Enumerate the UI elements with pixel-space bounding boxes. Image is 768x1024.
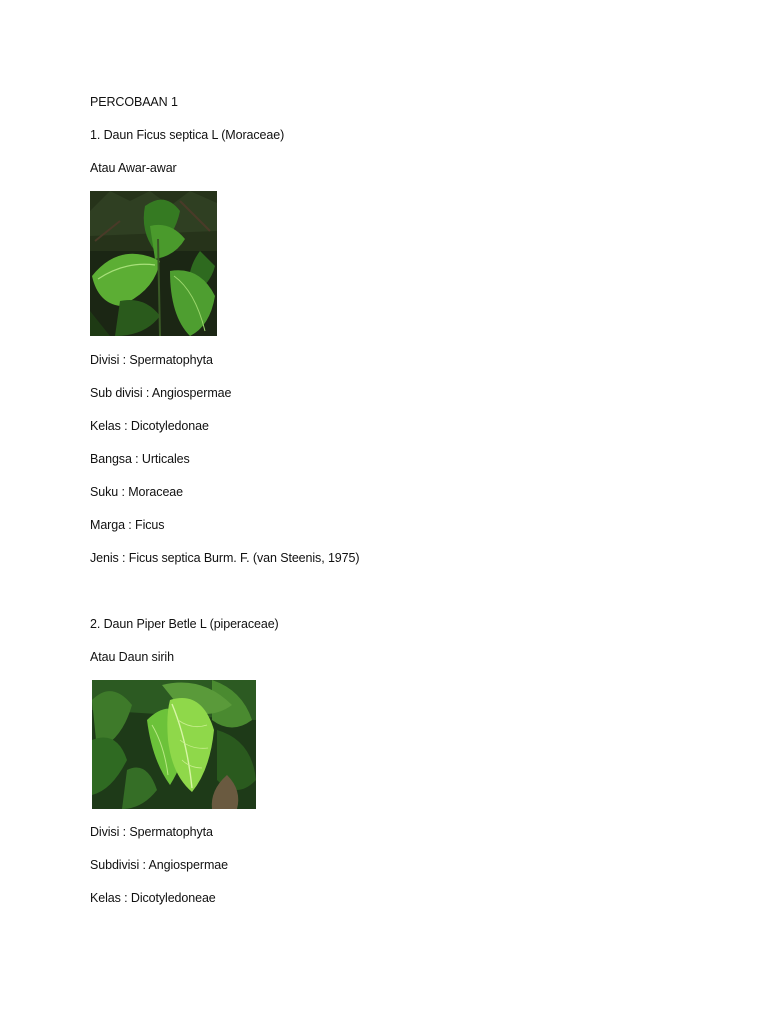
section-2-alias: Atau Daun sirih <box>90 650 174 664</box>
section-2-title: 2. Daun Piper Betle L (piperaceae) <box>90 617 279 631</box>
ficus-septica-photo <box>90 191 217 336</box>
section-1-taxonomy-bangsa: Bangsa : Urticales <box>90 452 190 466</box>
section-1-title: 1. Daun Ficus septica L (Moraceae) <box>90 128 285 142</box>
section-1-taxonomy-marga: Marga : Ficus <box>90 518 165 532</box>
page-heading: PERCOBAAN 1 <box>90 95 178 109</box>
section-1-alias: Atau Awar-awar <box>90 161 177 175</box>
section-1-taxonomy-subdivisi: Sub divisi : Angiospermae <box>90 386 232 400</box>
section-1-taxonomy-divisi: Divisi : Spermatophyta <box>90 353 213 367</box>
section-1-taxonomy-suku: Suku : Moraceae <box>90 485 183 499</box>
piper-betle-image <box>92 680 256 809</box>
piper-betle-photo <box>92 680 256 809</box>
section-1-taxonomy-kelas: Kelas : Dicotyledonae <box>90 419 209 433</box>
section-1-taxonomy-jenis: Jenis : Ficus septica Burm. F. (van Steenis, 1975) <box>90 551 360 565</box>
section-2-taxonomy-subdivisi: Subdivisi : Angiospermae <box>90 858 228 872</box>
section-2-taxonomy-kelas: Kelas : Dicotyledoneae <box>90 891 216 905</box>
ficus-septica-image <box>90 191 217 336</box>
section-2-taxonomy-divisi: Divisi : Spermatophyta <box>90 825 213 839</box>
